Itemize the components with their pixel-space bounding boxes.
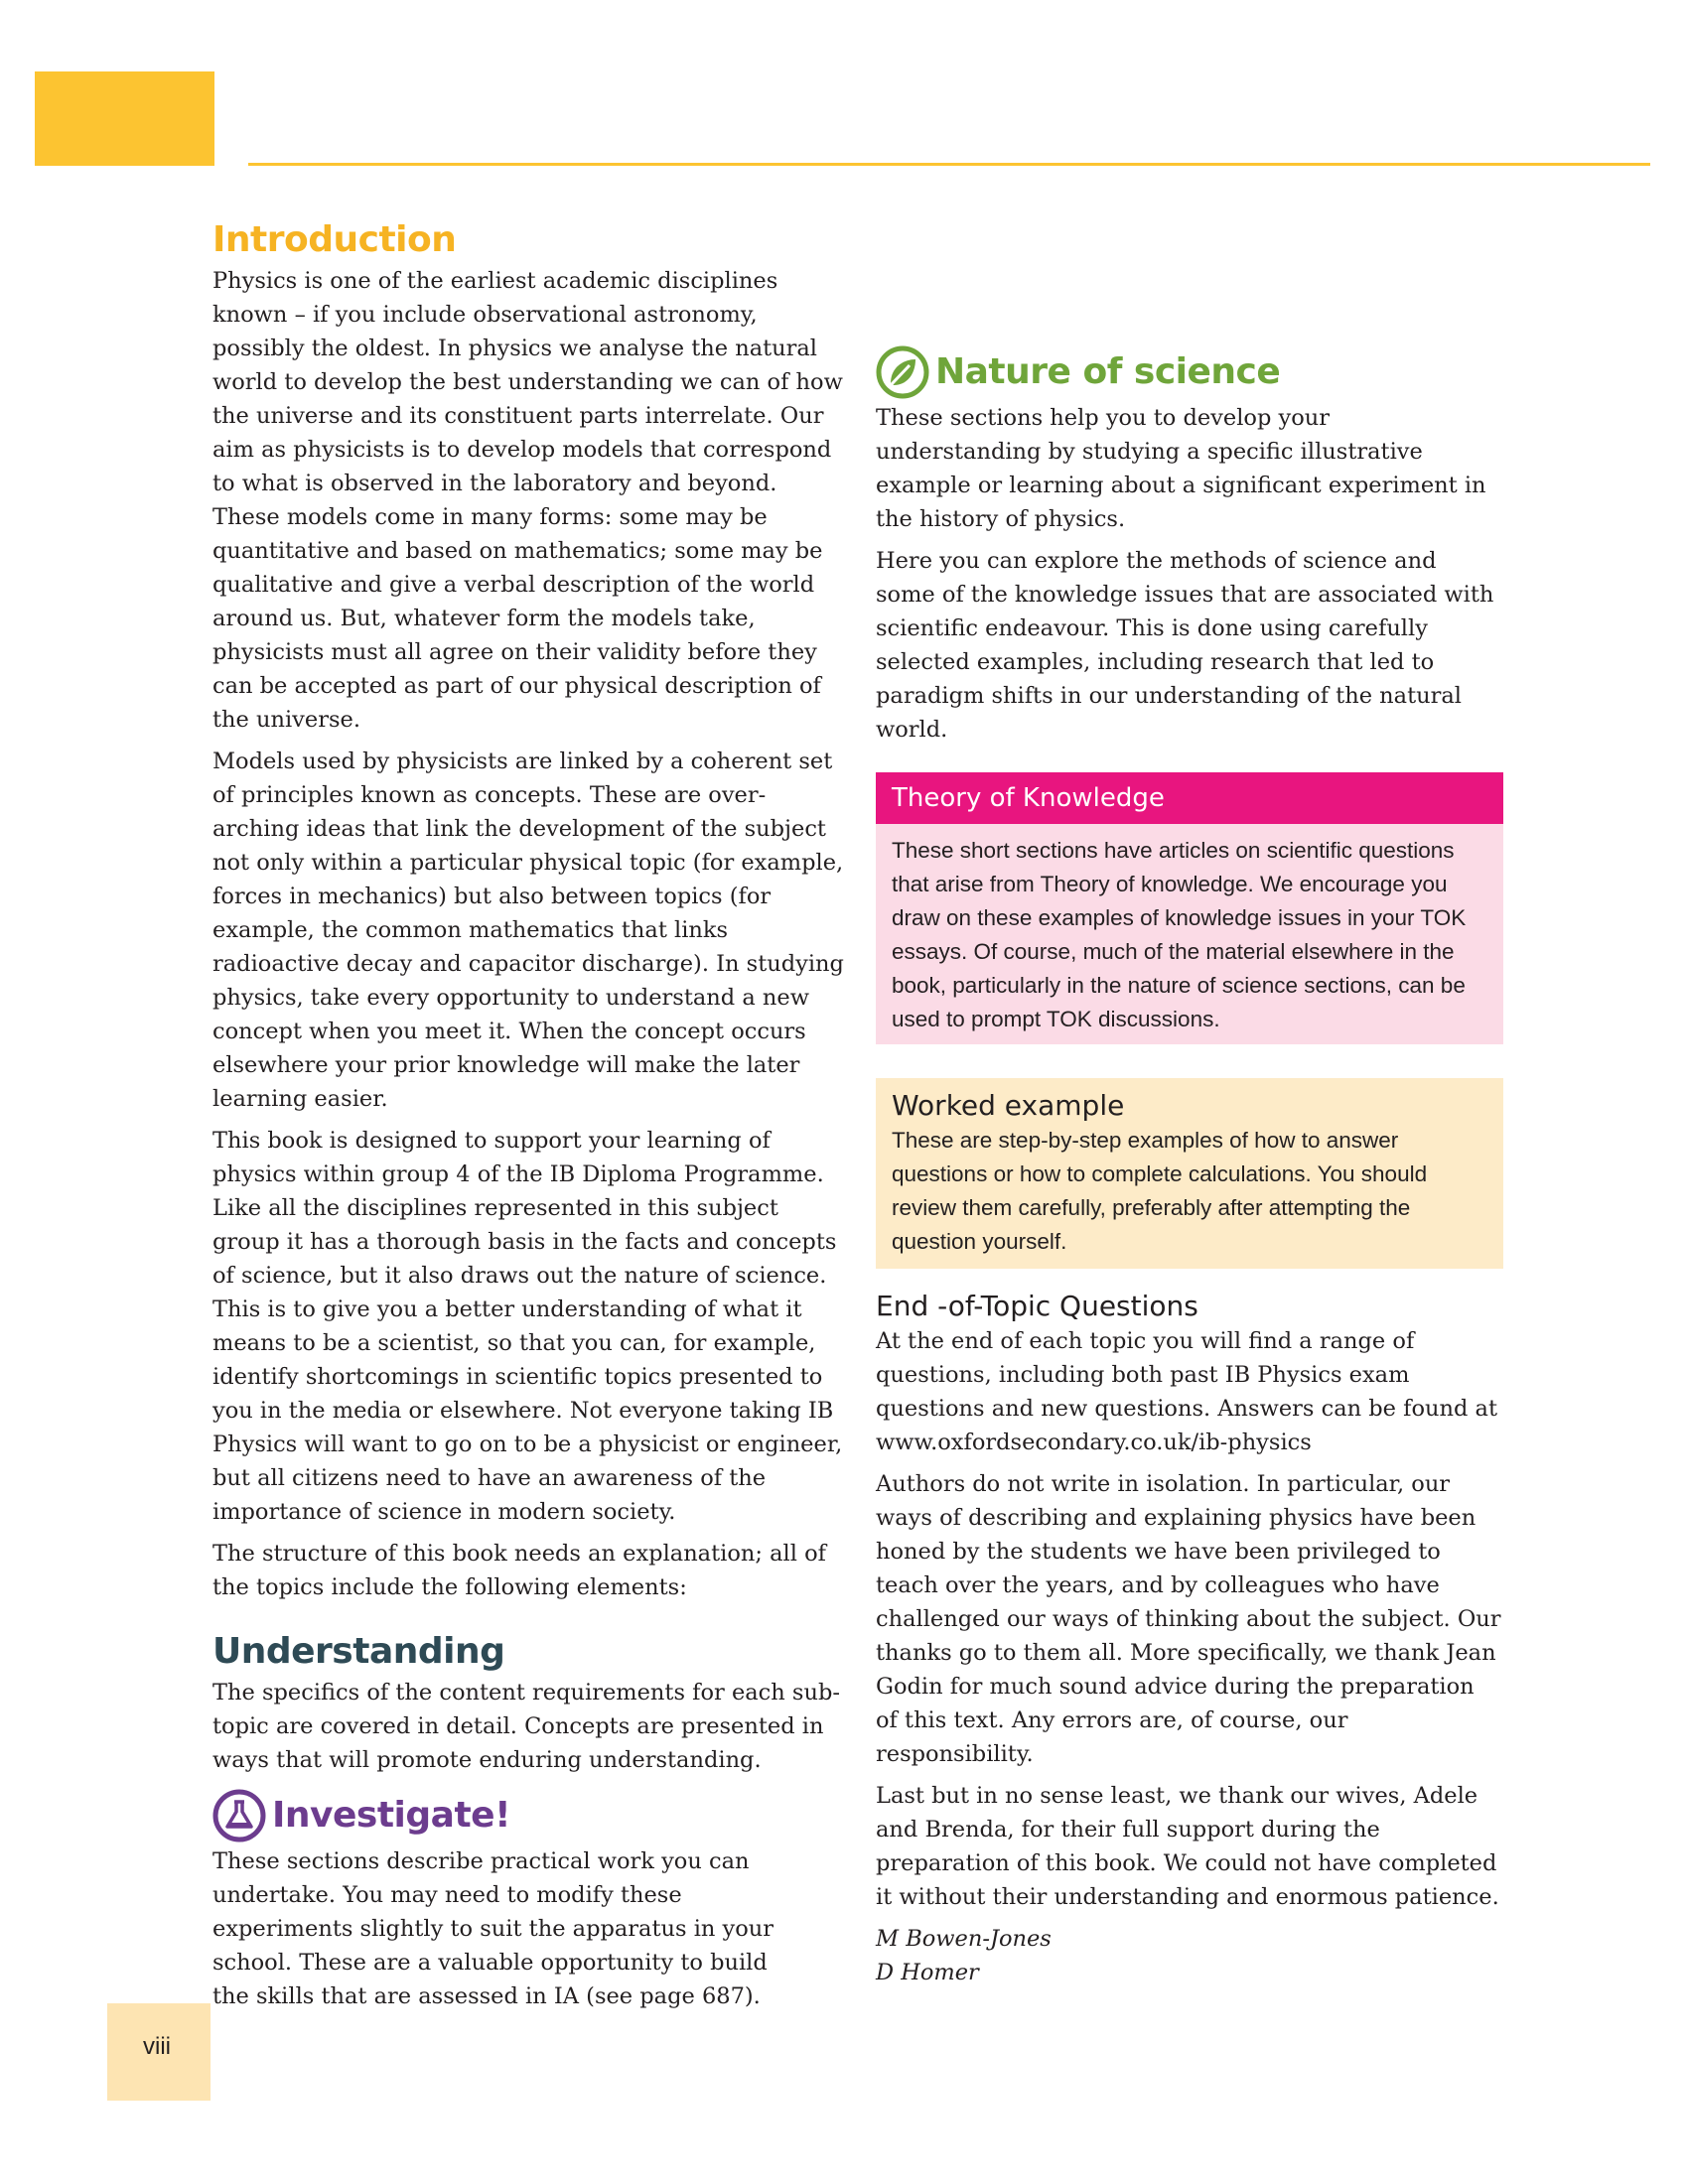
page-number: viii (143, 2033, 171, 2060)
nos-paragraph: These sections help you to develop your understanding by studying a specific illustrative example or learning about a significant experiment in the history of physics. (876, 405, 1486, 532)
intro-paragraph: The structure of this book needs an explanation; all of the topics include the following elements: (212, 1541, 826, 1600)
author-signature: M Bowen-Jones (876, 1926, 1052, 1952)
tok-box (876, 772, 1503, 1044)
understanding-text: The specifics of the content requirements for each sub-topic are covered in detail. Concepts are presented in ways that will promote enduring understanding. (212, 1680, 840, 1773)
introduction-heading: Introduction (212, 219, 457, 260)
investigate-text: These sections describe practical work you can undertake. You may need to modify these experiments slightly to suit the apparatus in your school. These are a valuable opportunity to build the skills that are assessed in IA (see page 687). (212, 1848, 774, 2009)
acknowledgement-paragraph: Last but in no sense least, we thank our wives, Adele and Brenda, for their full support during the preparation of this book. We could not have completed it without their understanding and enormous patience. (876, 1783, 1499, 1910)
intro-paragraph: Physics is one of the earliest academic disciplines known – if you include observational astronomy, possibly the oldest. In physics we analyse the natural world to develop the best understanding we can of how the universe and its constituent parts interrelate. Our aim as physicists is to develop models that correspond to what is observed in the laboratory and beyond. These models come in many forms: some may be quantitative and based on mathematics; some may be qualitative and give a verbal description of the world around us. But, whatever form the models take, physicists must all agree on their validity before they can be accepted as part of our physical description of the universe. (212, 268, 843, 733)
left-column (212, 218, 848, 2021)
intro-paragraph: Models used by physicists are linked by a coherent set of principles known as concepts. These are over-arching ideas that link the development of the subject not only within a particular physical topic (for example, forces in mechanics) but also between topics (for example, the common mathematics that links radioactive decay and capacitor discharge). In studying physics, take every opportunity to understand a new concept when you meet it. When the concept occurs elsewhere your prior knowledge will make the later learning easier. (212, 749, 844, 1112)
flask-icon (212, 1789, 266, 1843)
nature-of-science-heading-row (876, 345, 1501, 399)
understanding-heading: Understanding (212, 1631, 505, 1672)
worked-example-box (876, 1078, 1503, 1269)
investigate-heading: Investigate! (272, 1795, 510, 1836)
tok-text: These short sections have articles on scientific questions that arise from Theory of knowledge. We encourage you draw on these examples of knowledge issues in your TOK essays. Of course, much of the material elsewhere in the book, particularly in the nature of science sections, can be used to prompt TOK discussions. (892, 838, 1467, 1031)
intro-paragraph: This book is designed to support your learning of physics within group 4 of the IB Diploma Programme. Like all the disciplines represented in this subject group it has a thorough basis in the facts and concepts of science, but it also draws out the nature of science. This is to give you a better understanding of what it means to be a scientist, so that you can, for example, identify shortcomings in scientific topics presented to you in the media or elsewhere. Not everyone taking IB Physics will want to go on to be a physicist or engineer, but all citizens need to have an awareness of the importance of science in modern society. (212, 1128, 843, 1525)
investigate-heading-row (212, 1789, 848, 1843)
worked-example-text: These are step-by-step examples of how to answer questions or how to complete calculations. You should review them carefully, preferably after attempting the question yourself. (892, 1128, 1428, 1254)
nos-paragraph: Here you can explore the methods of science and some of the knowledge issues that are associated with scientific endeavour. This is done using carefully selected examples, including research that led to paradigm shifts in our understanding of the natural world. (876, 548, 1494, 743)
nature-of-science-heading: Nature of science (935, 351, 1281, 392)
end-of-topic-heading: End -of-Topic Questions (876, 1290, 1198, 1322)
right-column-content (876, 338, 1501, 1989)
tok-heading: Theory of Knowledge (876, 772, 1503, 824)
leaf-icon (876, 345, 929, 399)
end-of-topic-paragraph: At the end of each topic you will find a range of questions, including both past IB Physics exam questions and new questions. Answers can be found at www.oxfordsecondary.co.uk/ib-physics (876, 1328, 1498, 1455)
page-number-box (107, 2003, 211, 2101)
header-rule (248, 163, 1650, 166)
worked-example-heading: Worked example (892, 1089, 1125, 1122)
author-signature: D Homer (876, 1960, 979, 1985)
acknowledgement-paragraph: Authors do not write in isolation. In particular, our ways of describing and explaining physics have been honed by the students we have been privileged to teach over the years, and by colleagues who have challenged our ways of thinking about the subject. Our thanks go to them all. More specifically, we thank Jean Godin for much sound advice during the preparation of this text. Any errors are, of course, our responsibility. (876, 1471, 1501, 1767)
header-color-block (35, 71, 214, 166)
